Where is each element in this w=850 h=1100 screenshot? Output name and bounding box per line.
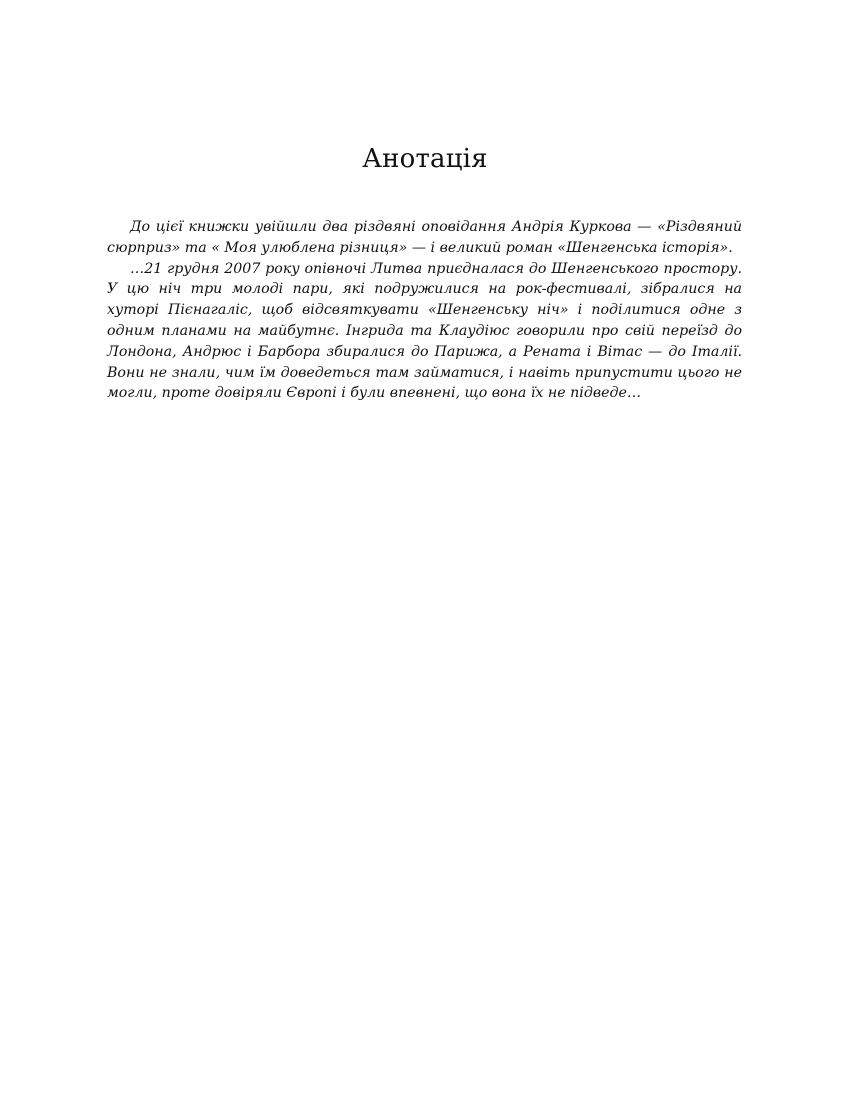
annotation-body [107,217,742,404]
paragraph-summary: …21 грудня 2007 року опівночі Литва приєдналася до Шенгенського простору. У цю ніч три молоді пари, які подружилися на рок-фестивалі, зібралися на хуторі Пієнагаліс, щоб відсвяткувати «Шенгенську ніч» і поділитися одне з одним планами на майбутнє. Інгрида та Клаудіюс говорили про свій переїзд до Лондона, Андрюс і Барбора збиралися до Парижа, а Рената і Вітас — до Італії. Вони не знали, чим їм доведеться там займатися, і навіть припустити цього не могли, проте довіряли Європі і були впевнені, що вона їх не підведе… [107,260,742,402]
paragraph-intro: До цієї книжки увійшли два різдвяні оповідання Андрія Куркова — «Різдвяний сюрприз» та « Моя улюблена різниця» — і великий роман «Шенгенська історія». [107,219,742,256]
page-title: Анотація [362,144,488,174]
